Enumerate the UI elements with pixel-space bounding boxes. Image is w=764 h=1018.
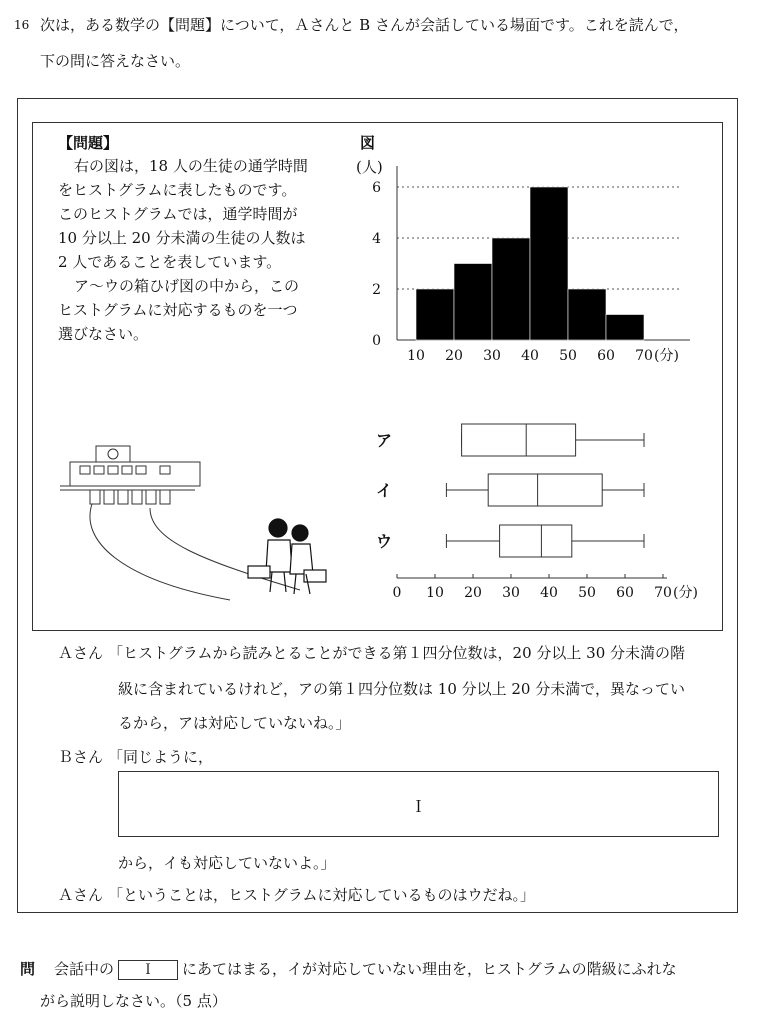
blank-label: Ｉ [410,797,427,816]
intro-line-1: 次は，ある数学の【問題】について，Ａさんと B さんが会話している場面です。これを読んで， [40,16,689,34]
answer-blank-box [118,771,719,837]
boxplot-x-tick-label: 40 [540,585,558,601]
dialogue-a1-line-1: 「ヒストグラムから読みとることができる第１四分位数は，20 分以上 30 分未満の階 [108,644,686,662]
dialogue-b-line-1: 「同じように， [108,748,214,766]
question-line-1 [54,958,677,980]
histogram-y-tick-label: 0 [372,333,381,349]
histogram-x-tick-label: 40 [521,348,539,364]
speaker-b: Ｂさん [58,748,104,766]
boxplot-x-unit: (分) [673,585,698,601]
dialogue-a1-line-2: 級に含まれているけれど，アの第１四分位数は 10 分以上 20 分未満で，異なってい [118,680,685,698]
problem-line-8: 選びなさい。 [58,325,149,343]
problem-line-6: ア～ウの箱ひげ図の中から，この [74,277,300,295]
boxplot-x-tick-label: 10 [426,585,444,601]
intro-line-2: 下の問に答えなさい。 [40,52,191,70]
speaker-a-1: Ａさん [58,644,104,662]
question-number: 16 [14,18,30,32]
histogram-x-tick-label: 20 [445,348,463,364]
histogram-y-unit: (人) [356,158,383,176]
histogram-y-tick-label: 2 [372,282,381,298]
question-mark: 問 [20,960,36,978]
question-suffix: にあてはまる，イが対応していない理由を，ヒストグラムの階級にふれな [182,960,677,978]
problem-line-1: 右の図は，18 人の生徒の通学時間 [74,157,308,175]
question-prefix: 会話中の [54,960,115,978]
histogram-y-tick-label: 6 [372,180,381,196]
dialogue-a1-line-3: るから，アは対応していないね。」 [118,714,351,732]
histogram-x-tick-label: 70 [635,348,653,364]
dialogue-b-line-2: から，イも対応していないよ。」 [118,854,336,872]
problem-line-4: 10 分以上 20 分未満の生徒の人数は [58,229,306,247]
speaker-a-2: Ａさん [58,886,104,904]
problem-line-3: このヒストグラムでは，通学時間が [58,205,298,223]
boxplot-x-tick-label: 50 [578,585,596,601]
histogram-x-tick-label: 60 [597,348,615,364]
histogram-x-unit: (分) [654,348,679,364]
boxplot-x-tick-label: 0 [392,585,402,601]
boxplot-x-tick-label: 20 [464,585,482,601]
question-line-2: がら説明しなさい。（5 点） [40,992,227,1010]
problem-heading: 【問題】 [58,134,119,152]
histogram-x-tick-label: 50 [559,348,577,364]
histogram-y-tick-label: 4 [372,231,381,247]
students-icon [248,519,326,594]
boxplot-x-tick-label: 60 [616,585,634,601]
question-blank-box: Ｉ [118,960,178,980]
boxplot-x-tick-label: 70 [654,585,672,601]
boxplot-x-tick-label: 30 [502,585,520,601]
boxplot-label: ア [376,431,393,450]
figure-title: 図 [360,134,376,152]
histogram-x-tick-label: 10 [407,348,425,364]
dialogue-a2-line: 「ということは，ヒストグラムに対応しているものはウだね。」 [108,886,536,904]
boxplot-label: イ [376,481,393,500]
problem-line-2: をヒストグラムに表したものです。 [58,181,297,199]
problem-line-5: 2 人であることを表しています。 [58,253,282,271]
histogram-x-tick-label: 30 [483,348,501,364]
boxplot-label: ウ [376,532,393,551]
problem-line-7: ヒストグラムに対応するものを一つ [58,301,298,319]
